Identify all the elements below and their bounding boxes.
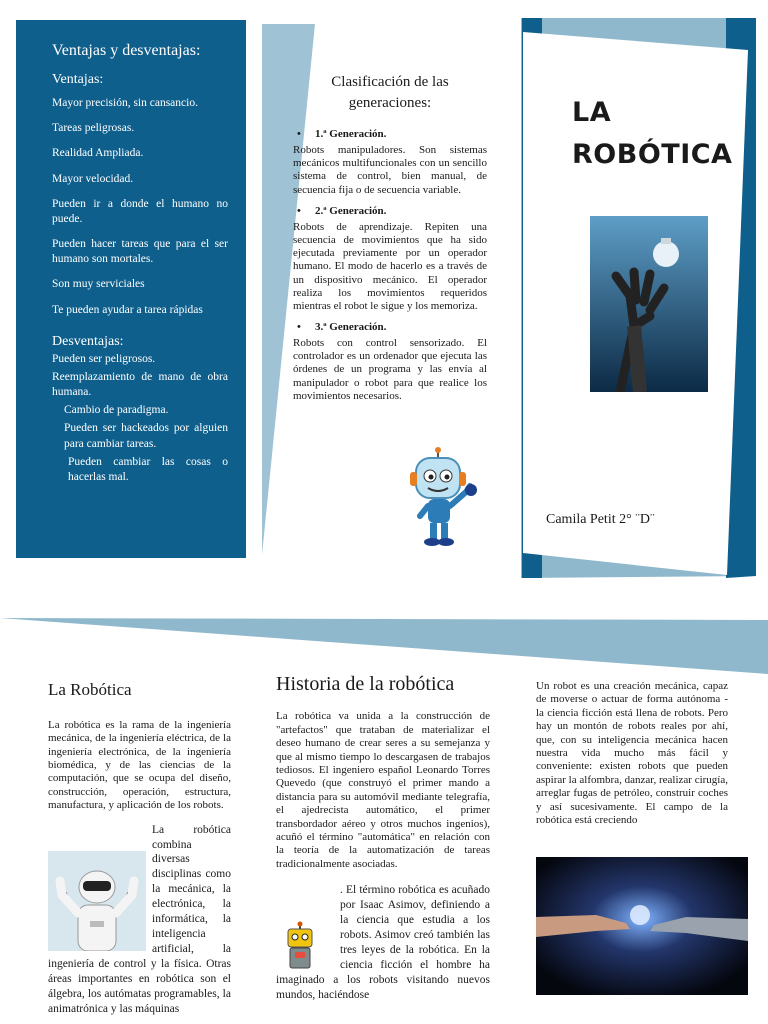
pros-cons-panel	[16, 20, 246, 558]
robotica-paragraph-2-text: La robótica combina diversas disciplinas como la mecánica, la electrónica, la informática, la inteligencia artificial, la ingeniería de control y la física. Otras áreas importantes en robótica son el álgebra, los autómatas programables, la animatrónica y las máquinas	[48, 823, 231, 1015]
pros-cons-heading: Ventajas y desventajas:	[52, 42, 201, 59]
generation-text: Robots de aprendizaje. Repiten una secuencia de movimientos que ha sido ejecutada previamente por un operador humano. El modo de hacerlo es a través de un dispositivo mecánico. El operador realiza los movimientos requeridos mientras el robot le sigue y los memoriza.	[293, 220, 487, 312]
cover-title-line2: ROBÓTICA	[572, 138, 733, 170]
con-item: Reemplazamiento de mano de obra humana.	[52, 370, 228, 399]
con-item: Pueden cambiar las cosas o hacerlas mal.	[68, 455, 228, 483]
small-robot-icon	[276, 921, 336, 971]
asimo-robot-image	[48, 851, 146, 951]
generations-panel	[293, 72, 487, 411]
cover-title	[572, 92, 732, 176]
generation-label: • 3.ª Generación.	[293, 321, 487, 333]
generations-title: Clasificación de las generaciones:	[331, 74, 449, 111]
robot-definition-column	[536, 680, 728, 827]
history-column	[276, 672, 490, 1003]
history-paragraph	[276, 883, 490, 1003]
pros-title: Ventajas:	[52, 72, 104, 87]
pro-item: Mayor velocidad.	[52, 172, 134, 185]
robotica-column	[48, 680, 231, 1017]
generation-label: • 2.ª Generación.	[293, 205, 487, 217]
history-paragraph: La robótica va unida a la construcción de "artefactos" que trataban de materializar el deseo humano de crear seres a su semejanza y que al mismo tiempo lo descargasen de trabajos tediosos. El ingeniero español Leonardo Torres Quevedo (que construyó el primer mando a distancia para su automóvil mediante telegrafía, el ajedrecista automático, el primer transbordador aéreo y otros muchos ingenios), acuñó el término "automática" en relación con la teoría de la automatización de tareas tradicionalmente asociadas.	[276, 710, 490, 870]
con-item: Pueden ser peligrosos.	[52, 352, 156, 365]
robotica-title: La Robótica	[48, 680, 132, 699]
history-paragraph-2-text: . El término robótica es acuñado por Isaac Asimov, definiendo a la ciencia que estudia a los robots. Asimov creó también las tres leyes de la robótica. En la ciencia ficción el hombre ha imaginado a los robots visitando nuevos mundos, haciéndose	[276, 884, 490, 1001]
cartoon-robot-icon	[408, 446, 484, 548]
pro-item: Mayor precisión, sin cansancio.	[52, 97, 198, 109]
history-title: Historia de la robótica	[276, 673, 455, 695]
decorative-band	[0, 618, 768, 678]
robotica-paragraph	[48, 823, 231, 1017]
robot-hand-lightbulb-image	[590, 216, 708, 392]
robotica-paragraph: La robótica es la rama de la ingeniería mecánica, de la ingeniería eléctrica, de la ingeniería electrónica, de la ingeniería biomédica, y de las ciencias de la computación, que se ocupa del diseño, construcción, operación, estructura, manufactura, y aplicación de los robots.	[48, 718, 231, 812]
con-item: Cambio de paradigma.	[64, 404, 169, 417]
pro-item: Pueden hacer tareas que para el ser humano son mortales.	[52, 238, 228, 266]
cover-title-line1: LA	[572, 97, 612, 128]
con-item: Pueden ser hackeados por alguien para cambiar tareas.	[64, 422, 228, 450]
human-robot-hands-image	[536, 857, 748, 995]
pro-item: Son muy serviciales	[52, 278, 145, 291]
cons-title: Desventajas:	[52, 333, 124, 349]
pro-item: Tareas peligrosas.	[52, 122, 135, 135]
pro-item: Realidad Ampliada.	[52, 147, 144, 160]
pro-item: Pueden ir a donde el humano no puede.	[52, 197, 228, 225]
pro-item: Te pueden ayudar a tarea rápidas	[52, 303, 203, 316]
generation-text: Robots manipuladores. Son sistemas mecánicos multifuncionales con un sencillo sistema de control, bien manual, de secuencia fija o de secuencia variable.	[293, 144, 487, 196]
robot-definition-paragraph: Un robot es una creación mecánica, capaz de moverse o actuar de forma autónoma - la ciencia ficción está llena de robots. Pero hay un montón de robots reales por ahí, que, con su inteligencia mecánica hacen nuestra vida mucho más fácil y conveniente: existen robots que pueden aspirar la alfombra, danzar, realizar cirugía, arreglar fugas de petróleo, construir coches y así sucesivamente. El campo de la robótica está creciendo	[536, 680, 728, 827]
generation-text: Robots con control sensorizado. El controlador es un ordenador que ejecuta las órdenes de un programa y las envía al manipulador o robot para que realice los movimientos necesarios.	[293, 337, 487, 402]
author-name: Camila Petit 2° ¨D¨	[546, 512, 655, 527]
generation-label: • 1.ª Generación.	[293, 128, 487, 140]
